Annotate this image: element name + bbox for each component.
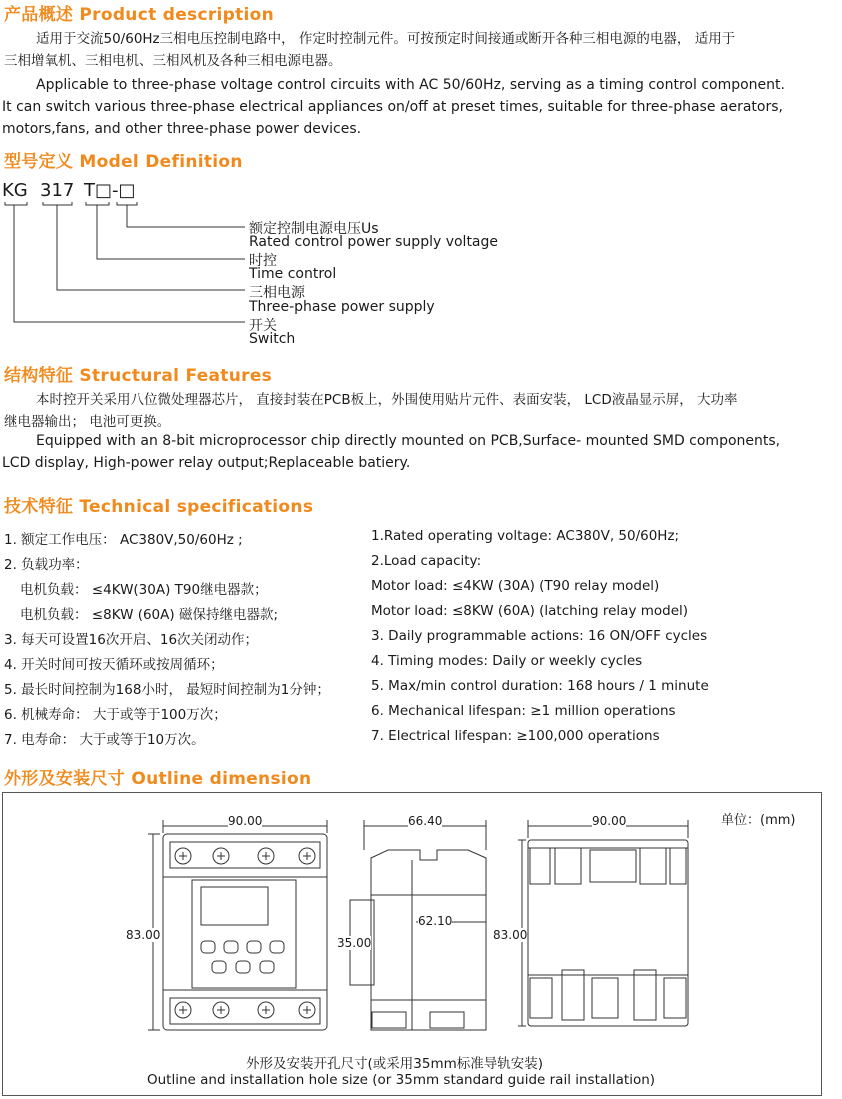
dim-side-depth: 66.40: [408, 814, 443, 828]
dim-front-height: 83.00: [126, 928, 161, 942]
dim-side-inner: 62.10: [418, 914, 453, 928]
outline-caption-cn: 外形及安装开孔尺寸(或采用35mm标准导轨安装): [246, 1056, 544, 1072]
model-label-time-en: Time control: [249, 266, 337, 282]
product-cn-line-2: 三相增氧机、三相电机、三相风机及各种三相电源电器。: [4, 53, 342, 69]
spec-en-4: Motor load: ≤8KW (60A) (latching relay model): [371, 603, 689, 619]
spec-cn-8: 6. 机械寿命： 大于或等于100万次；: [4, 707, 227, 723]
outline-unit: 单位：(mm): [721, 813, 796, 828]
model-heading: 型号定义 Model Definition: [4, 152, 243, 172]
product-heading: 产品概述 Product description: [4, 5, 275, 25]
spec-cn-7: 5. 最长时间控制为168小时， 最短时间控制为1分钟；: [4, 682, 330, 698]
spec-en-2: 2.Load capacity:: [371, 553, 482, 569]
spec-cn-4: 电机负载： ≤8KW (60A) 磁保持继电器款;: [20, 607, 278, 623]
outline-heading: 外形及安装尺寸 Outline dimension: [4, 769, 312, 789]
model-code-t: T□-□: [84, 180, 136, 201]
structure-cn-line-2: 继电器输出； 电池可更换。: [4, 414, 171, 430]
model-label-time-cn: 时控: [249, 253, 277, 269]
spec-en-1: 1.Rated operating voltage: AC380V, 50/60Hz;: [371, 528, 680, 544]
model-label-switch-en: Switch: [249, 331, 296, 347]
structure-en-line-1: Equipped with an 8-bit microprocessor chip directly mounted on PCB,Surface- mounted SMD components,: [36, 433, 781, 449]
technical-heading: 技术特征 Technical specifications: [4, 497, 314, 517]
dim-front-width: 90.00: [228, 814, 263, 828]
model-label-switch-cn: 开关: [249, 318, 277, 334]
model-label-voltage-cn: 额定控制电源电压Us: [249, 221, 379, 237]
spec-en-3: Motor load: ≤4KW (30A) (T90 relay model): [371, 578, 660, 594]
spec-cn-3: 电机负载： ≤4KW(30A) T90继电器款；: [20, 582, 268, 598]
product-en-line-1: Applicable to three-phase voltage control circuits with AC 50/60Hz, serving as a timing control component.: [36, 77, 785, 93]
spec-en-8: 6. Mechanical lifespan: ≥1 million operations: [371, 703, 676, 719]
spec-cn-9: 7. 电寿命： 大于或等于10万次。: [4, 732, 205, 748]
structure-en-line-2: LCD display, High-power relay output;Replaceable batiery.: [2, 455, 411, 471]
spec-en-6: 4. Timing modes: Daily or weekly cycles: [371, 653, 643, 669]
model-label-phase-en: Three-phase power supply: [249, 299, 435, 315]
product-en-line-3: motors,fans, and other three-phase power devices.: [2, 121, 362, 137]
structure-heading: 结构特征 Structural Features: [4, 366, 273, 386]
model-label-voltage-en: Rated control power supply voltage: [249, 234, 499, 250]
product-cn-line-1: 适用于交流50/60Hz三相电压控制电路中， 作定时控制元件。可按预定时间接通或断开各种三相电源的电器， 适用于: [36, 31, 736, 47]
dim-rear-width: 90.00: [592, 814, 627, 828]
model-label-phase-cn: 三相电源: [249, 285, 305, 301]
structure-cn-line-1: 本时控开关采用八位微处理器芯片， 直接封装在PCB板上，外围使用贴片元件、表面安装， LCD液晶显示屏， 大功率: [36, 392, 738, 408]
spec-cn-2: 2. 负载功率：: [4, 557, 89, 573]
spec-en-7: 5. Max/min control duration: 168 hours / 1 minute: [371, 678, 709, 694]
spec-cn-1: 1. 额定工作电压： AC380V,50/60Hz ;: [4, 532, 243, 548]
outline-caption-en: Outline and installation hole size (or 35mm standard guide rail installation): [147, 1072, 656, 1088]
model-code-317: 317: [40, 180, 75, 201]
spec-en-9: 7. Electrical lifespan: ≥100,000 operations: [371, 728, 660, 744]
spec-en-5: 3. Daily programmable actions: 16 ON/OFF cycles: [371, 628, 708, 644]
dim-rear-height: 83.00: [493, 928, 528, 942]
spec-cn-6: 4. 开关时间可按天循环或按周循环；: [4, 657, 224, 673]
product-en-line-2: It can switch various three-phase electrical appliances on/off at preset times, suitable for three-phase aerators,: [2, 99, 783, 115]
model-code-kg: KG: [2, 180, 28, 201]
spec-cn-5: 3. 每天可设置16次开启、16次关闭动作；: [4, 632, 259, 648]
dim-rail: 35.00: [337, 936, 372, 950]
